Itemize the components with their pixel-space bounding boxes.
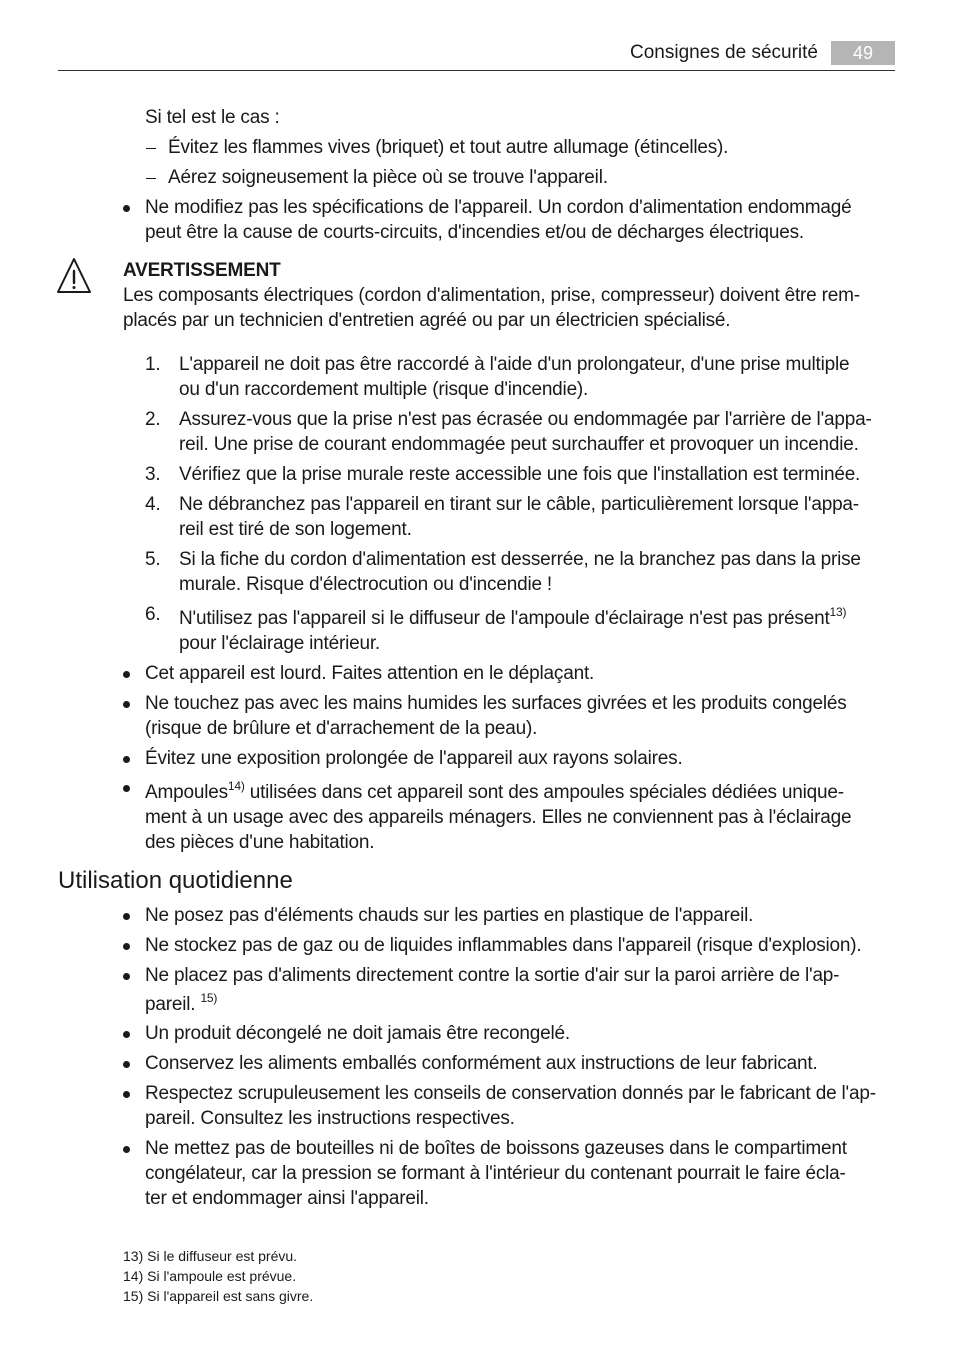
bullet-text (145, 780, 844, 805)
bullet-text: pareil. Consultez les instructions respectives. (145, 1108, 515, 1129)
list-item-text: reil. Une prise de courant endommagée peut surchauffer et provoquer un incendie. (179, 434, 859, 455)
bullet-text: ment à un usage avec des appareils ménagers. Elles ne conviennent pas à l'éclairage (145, 807, 852, 828)
list-item-text: murale. Risque d'électrocution ou d'incendie ! (179, 574, 552, 595)
warning-text: placés par un technicien d'entretien agréé ou par un électricien spécialisé. (123, 310, 731, 331)
bullet-marker (123, 205, 130, 212)
list-item-text (179, 606, 846, 631)
list-item-text: reil est tiré de son logement. (179, 519, 412, 540)
bullet-marker (123, 671, 130, 678)
bullet-text-part: Ampoules (145, 782, 228, 803)
bullet-text: Ne stockez pas de gaz ou de liquides inflammables dans l'appareil (risque d'explosion). (145, 935, 862, 956)
list-number: 3. (145, 464, 161, 485)
page-number: 49 (831, 41, 895, 65)
list-item-text-part: N'utilisez pas l'appareil si le diffuseur de l'ampoule d'éclairage n'est pas présent (179, 608, 830, 629)
bullet-text: congélateur, car la pression se formant à l'intérieur du contenant pourrait le faire écla- (145, 1163, 846, 1184)
list-number: 4. (145, 494, 161, 515)
bullet-text: Conservez les aliments emballés conformément aux instructions de leur fabricant. (145, 1053, 818, 1074)
bullet-text: Respectez scrupuleusement les conseils de conservation donnés par le fabricant de l'ap- (145, 1083, 876, 1104)
bullet-marker (123, 1146, 130, 1153)
bullet-text: ter et endommager ainsi l'appareil. (145, 1188, 429, 1209)
warning-text: Les composants électriques (cordon d'alimentation, prise, compresseur) doivent être rem- (123, 285, 860, 306)
list-item-text: ou d'un raccordement multiple (risque d'incendie). (179, 379, 589, 400)
bullet-text: Ne mettez pas de bouteilles ni de boîtes de boissons gazeuses dans le compartiment (145, 1138, 847, 1159)
list-item-text: Vérifiez que la prise murale reste accessible une fois que l'installation est terminée. (179, 464, 861, 485)
footnote-ref: 13) (829, 605, 847, 619)
bullet-marker (123, 756, 130, 763)
list-number: 6. (145, 604, 161, 625)
bullet-text: Ne touchez pas avec les mains humides les surfaces givrées et les produits congelés (145, 693, 847, 714)
bullet-text-part: utilisées dans cet appareil sont des ampoules spéciales dédiées unique- (244, 782, 844, 803)
bullet-text: Un produit décongelé ne doit jamais être recongelé. (145, 1023, 570, 1044)
list-item-text: Si la fiche du cordon d'alimentation est desserrée, ne la branchez pas dans la prise (179, 549, 861, 570)
section-heading: Utilisation quotidienne (58, 867, 293, 894)
footnote-ref: 15) (200, 991, 218, 1005)
bullet-marker (123, 973, 130, 980)
dash-marker (146, 178, 156, 179)
bullet-text: Ne posez pas d'éléments chauds sur les parties en plastique de l'appareil. (145, 905, 754, 926)
intro-lead: Si tel est le cas : (145, 107, 280, 128)
running-header-title: Consignes de sécurité (630, 42, 818, 63)
bullet-text: (risque de brûlure et d'arrachement de la peau). (145, 718, 538, 739)
dash-marker (146, 148, 156, 149)
footnote: 14) Si l'ampoule est prévue. (123, 1268, 297, 1284)
bullet-text: Cet appareil est lourd. Faites attention en le déplaçant. (145, 663, 595, 684)
header-rule (58, 70, 895, 71)
bullet-marker (123, 785, 130, 792)
warning-triangle-icon (55, 256, 93, 296)
bullet-marker (123, 701, 130, 708)
footnote: 13) Si le diffuseur est prévu. (123, 1248, 298, 1264)
dash-item: Évitez les flammes vives (briquet) et tout autre allumage (étincelles). (168, 137, 729, 158)
bullet-text (145, 992, 217, 1017)
list-item-text: L'appareil ne doit pas être raccordé à l'aide d'un prolongateur, d'une prise multiple (179, 354, 850, 375)
bullet-marker (123, 1091, 130, 1098)
list-item-text: Assurez-vous que la prise n'est pas écrasée ou endommagée par l'arrière de l'appa- (179, 409, 872, 430)
list-number: 1. (145, 354, 161, 375)
bullet-marker (123, 943, 130, 950)
bullet-marker (123, 1061, 130, 1068)
bullet-text: des pièces d'une habitation. (145, 832, 375, 853)
list-number: 2. (145, 409, 161, 430)
footnote-ref: 14) (227, 779, 245, 793)
bullet-text: Ne modifiez pas les spécifications de l'appareil. Un cordon d'alimentation endommagé (145, 197, 852, 218)
bullet-text: Évitez une exposition prolongée de l'appareil aux rayons solaires. (145, 748, 683, 769)
footnote: 15) Si l'appareil est sans givre. (123, 1288, 314, 1304)
bullet-marker (123, 1031, 130, 1038)
bullet-marker (123, 913, 130, 920)
list-number: 5. (145, 549, 161, 570)
warning-title: AVERTISSEMENT (123, 260, 281, 281)
list-item-text: Ne débranchez pas l'appareil en tirant sur le câble, particulièrement lorsque l'appa- (179, 494, 859, 515)
bullet-text: Ne placez pas d'aliments directement contre la sortie d'air sur la paroi arrière de l'ap- (145, 965, 840, 986)
dash-item: Aérez soigneusement la pièce où se trouve l'appareil. (168, 167, 608, 188)
bullet-text-part: pareil. (145, 994, 201, 1015)
list-item-text: pour l'éclairage intérieur. (179, 633, 381, 654)
bullet-text: peut être la cause de courts-circuits, d'incendies et/ou de décharges électriques. (145, 222, 804, 243)
